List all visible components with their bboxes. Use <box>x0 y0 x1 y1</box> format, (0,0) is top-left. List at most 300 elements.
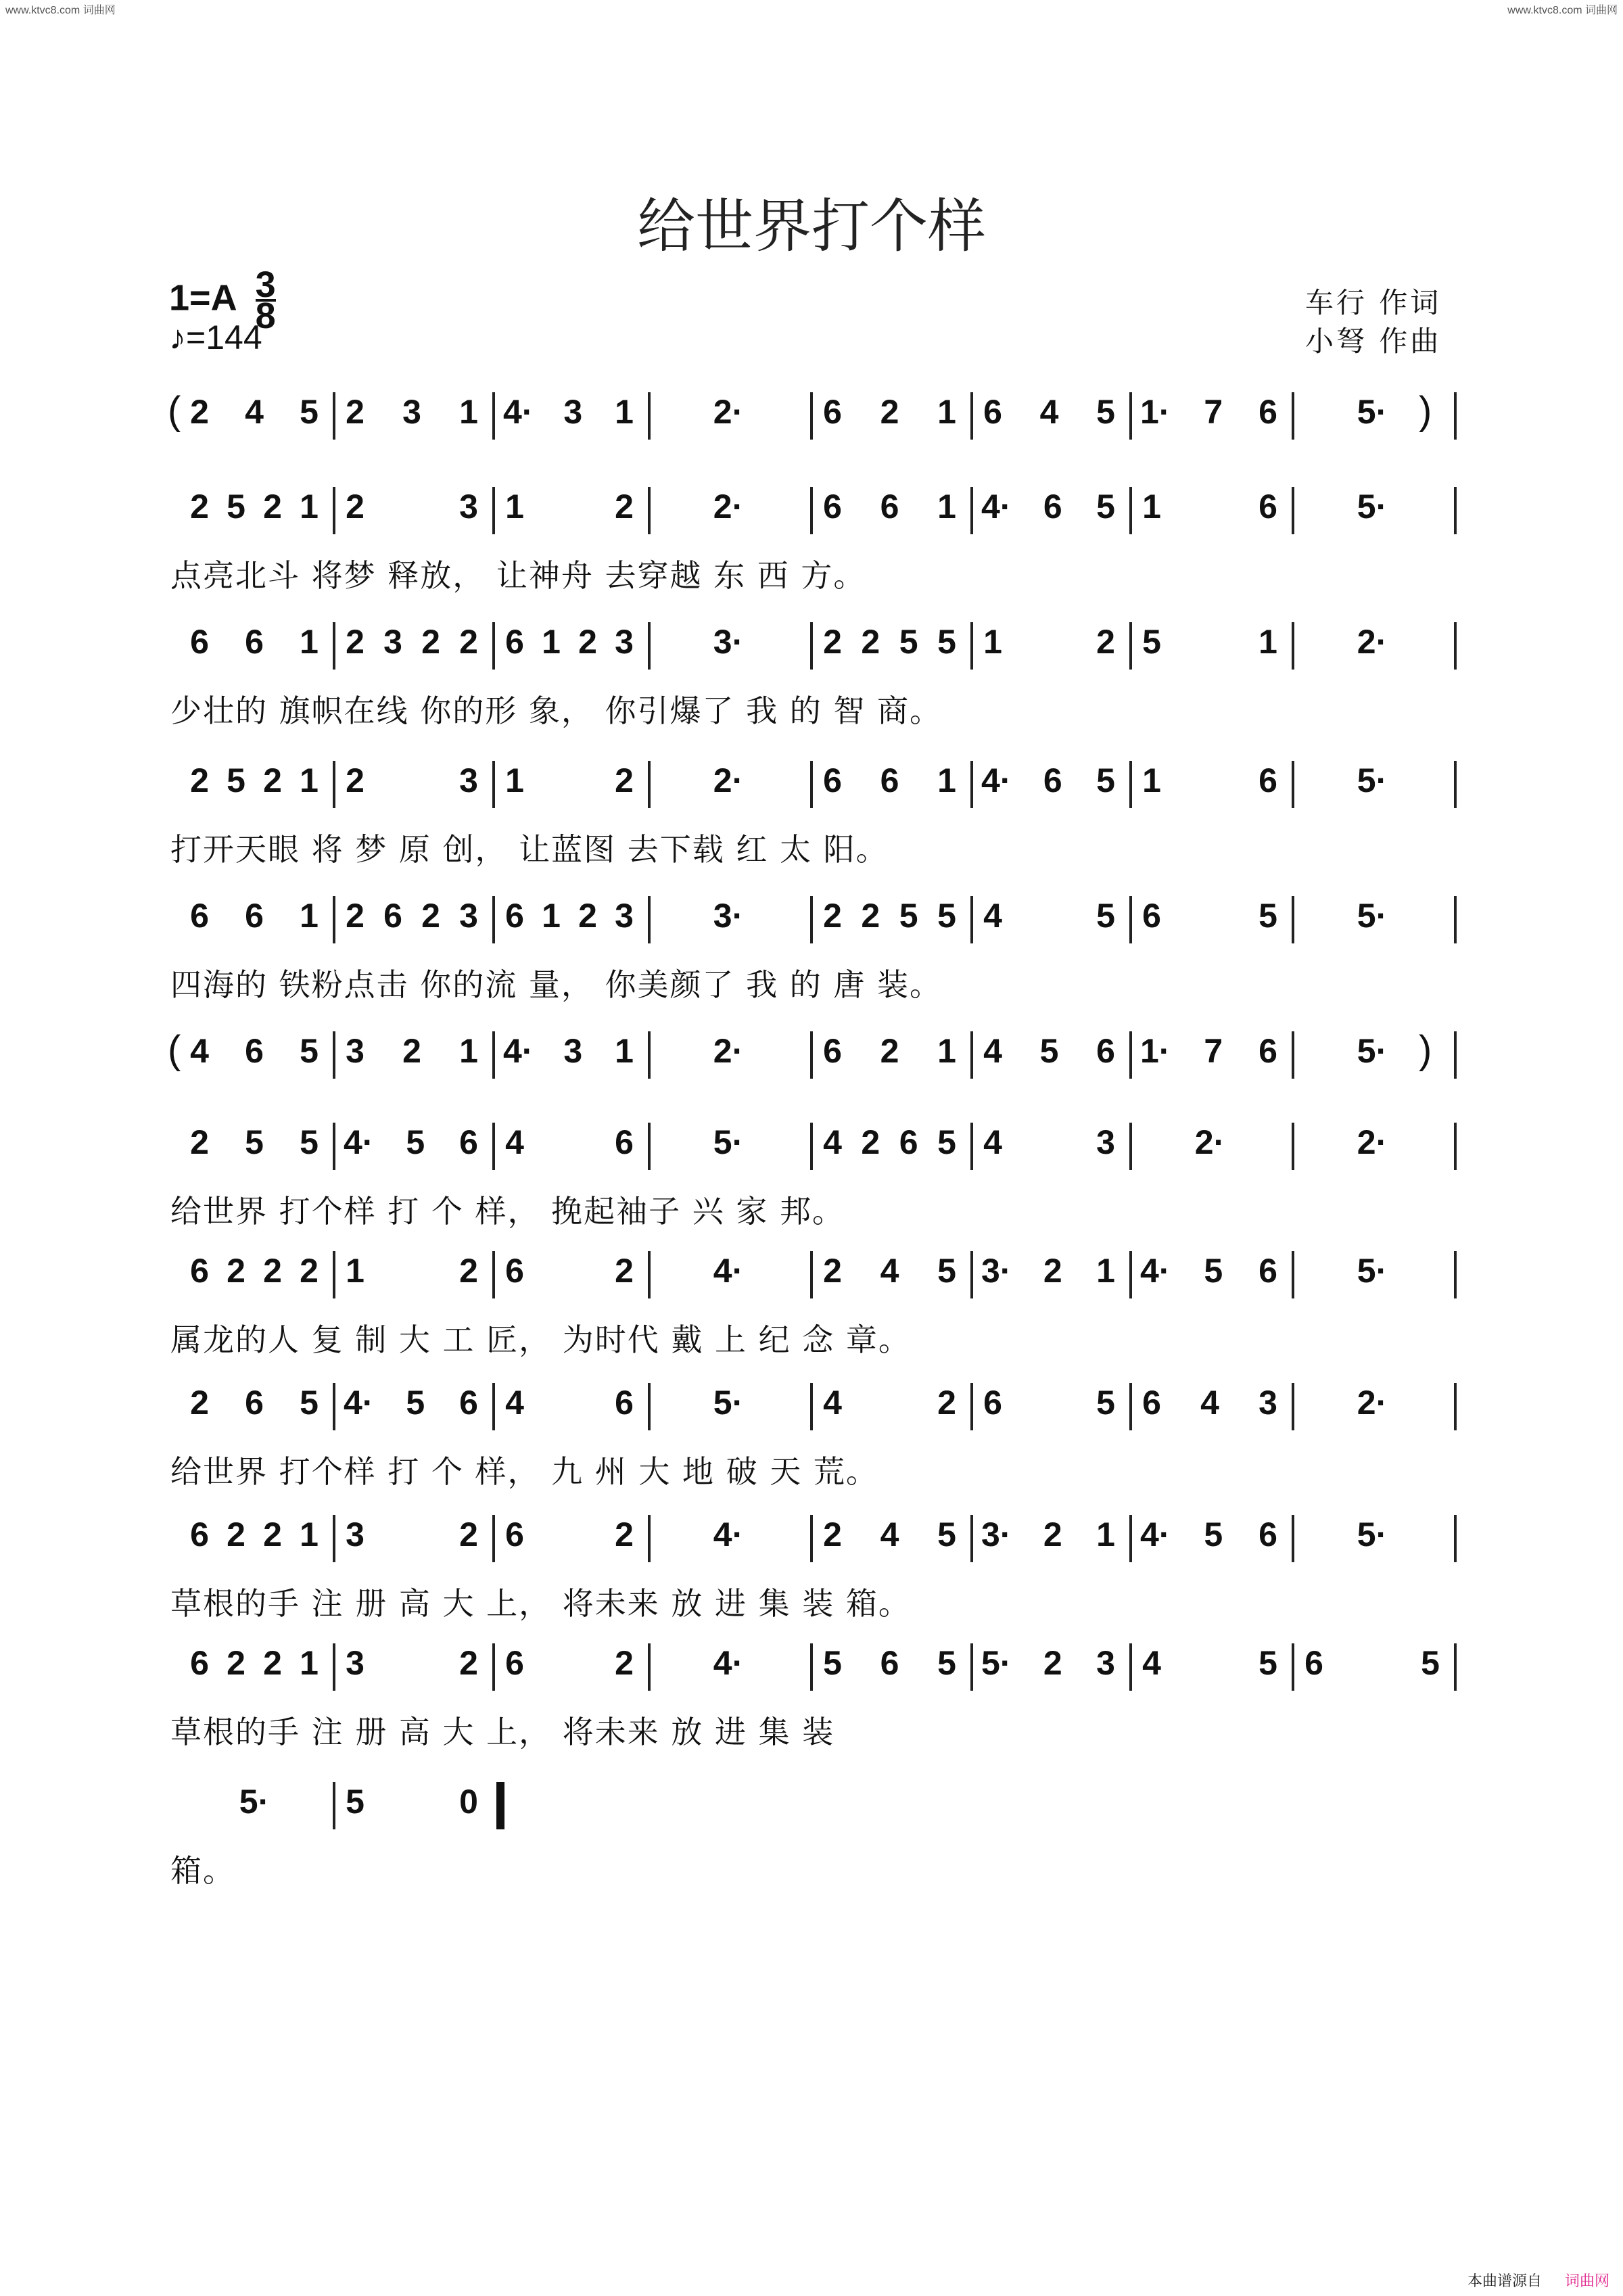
lyrics-line: 点亮北斗 将梦 释放， 让神舟 去穿越 东 西 方。 <box>170 557 866 594</box>
measure <box>821 1031 958 1079</box>
barline <box>810 622 813 670</box>
measure <box>1140 392 1279 440</box>
measure <box>659 1643 798 1691</box>
barline <box>1292 622 1294 670</box>
note: 5· <box>713 1123 744 1161</box>
barline <box>970 1123 973 1170</box>
note: 1 <box>300 897 319 935</box>
barline <box>1129 392 1132 440</box>
note: 6 <box>505 897 524 935</box>
note: 2 <box>190 762 209 799</box>
note: 5 <box>1096 488 1115 525</box>
score-row <box>0 1515 1623 1650</box>
measure <box>981 1123 1117 1170</box>
barline <box>970 761 973 808</box>
measure <box>503 392 636 440</box>
barline <box>1129 896 1132 943</box>
note: 5 <box>1259 897 1277 935</box>
note: 5 <box>1039 1032 1059 1070</box>
note: 6 <box>245 897 264 935</box>
note: 4 <box>1200 1384 1219 1422</box>
barline <box>1292 1383 1294 1430</box>
note: 6 <box>823 488 842 525</box>
barline <box>810 1251 813 1298</box>
score-row <box>0 1782 1623 1917</box>
measure <box>344 1383 480 1430</box>
note: 2 <box>861 897 880 935</box>
measure <box>503 1383 636 1430</box>
lyricist-credit: 车行 作词 <box>1305 286 1442 319</box>
barline <box>333 1123 335 1170</box>
barline <box>648 1515 651 1562</box>
note: 1 <box>937 393 956 431</box>
note: 3 <box>1259 1384 1277 1422</box>
note: 4 <box>983 1032 1002 1070</box>
note: 4 <box>983 897 1002 935</box>
tempo-marking: ♪=144 <box>169 319 262 356</box>
barline <box>1454 761 1457 808</box>
note: 3 <box>563 393 583 431</box>
note: 6 <box>190 1644 209 1682</box>
note: 3 <box>346 1516 364 1553</box>
note: 3 <box>459 762 478 799</box>
note: 5 <box>937 1516 956 1553</box>
note: 5 <box>1096 1384 1115 1422</box>
note: 5 <box>300 1032 319 1070</box>
note: 5 <box>1096 762 1115 799</box>
note: 5· <box>1357 1252 1388 1290</box>
final-barline <box>496 1782 504 1829</box>
note: 4 <box>245 393 264 431</box>
lyrics-line: 给世界 打个样 打 个 样， 九 州 大 地 破 天 荒。 <box>170 1453 878 1490</box>
measure <box>503 761 636 808</box>
note: 4 <box>505 1384 524 1422</box>
note: 6 <box>383 897 402 935</box>
measure <box>1302 487 1442 534</box>
note: 6 <box>823 762 842 799</box>
barline <box>1129 1031 1132 1079</box>
note: 6 <box>899 1123 918 1161</box>
score-row <box>0 622 1623 757</box>
note: 2 <box>937 1384 956 1422</box>
measure <box>981 1515 1117 1562</box>
score-row <box>0 761 1623 896</box>
note: 1 <box>346 1252 364 1290</box>
note: 6 <box>505 623 524 661</box>
note: 6 <box>880 488 899 525</box>
note: 1 <box>542 623 561 661</box>
barline <box>333 1515 335 1562</box>
measure <box>981 487 1117 534</box>
measure <box>1140 487 1279 534</box>
barline <box>1292 1123 1294 1170</box>
barline <box>810 896 813 943</box>
note: 5 <box>823 1644 842 1682</box>
measure <box>503 1123 636 1170</box>
note: 1 <box>505 762 524 799</box>
note: 2· <box>1357 1384 1388 1422</box>
measure <box>344 761 480 808</box>
note: 6 <box>190 1252 209 1290</box>
note: 2 <box>263 762 282 799</box>
note: 2 <box>346 762 364 799</box>
note: 3· <box>713 623 744 661</box>
note: 6 <box>1043 762 1062 799</box>
repeat-paren-open: ( <box>168 389 181 433</box>
note: 6 <box>1304 1644 1323 1682</box>
note: 2 <box>263 1252 282 1290</box>
note: 1 <box>983 623 1002 661</box>
measure <box>344 1643 480 1691</box>
note: 2 <box>263 488 282 525</box>
note: 5 <box>1204 1252 1223 1290</box>
note: 1 <box>300 762 319 799</box>
barline <box>648 622 651 670</box>
barline <box>333 1782 335 1829</box>
measure <box>1302 622 1442 670</box>
note: 5· <box>1357 1032 1388 1070</box>
key-signature: 1=A $\frac{3}{8}$ <box>169 264 276 336</box>
note: 6 <box>190 623 209 661</box>
note: 1 <box>542 897 561 935</box>
note: 7 <box>1204 393 1223 431</box>
note: 6 <box>823 393 842 431</box>
barline <box>970 1383 973 1430</box>
barline <box>492 1123 495 1170</box>
barline <box>333 761 335 808</box>
measure <box>503 1515 636 1562</box>
barline <box>492 1383 495 1430</box>
note: 4 <box>823 1123 842 1161</box>
note: 1 <box>1259 623 1277 661</box>
note: 3 <box>615 897 634 935</box>
barline <box>492 392 495 440</box>
note: 2 <box>421 897 440 935</box>
measure <box>659 392 798 440</box>
barline <box>648 896 651 943</box>
measure <box>1302 1643 1442 1691</box>
note: 2 <box>346 897 364 935</box>
measure <box>1140 622 1279 670</box>
barline <box>1129 1383 1132 1430</box>
note: 1 <box>459 1032 478 1070</box>
note: 2· <box>1194 1123 1225 1161</box>
note: 5 <box>1259 1644 1277 1682</box>
note: 1 <box>300 1644 319 1682</box>
note: 2 <box>578 897 597 935</box>
footer-source: 本曲谱源自 <box>1467 2273 1542 2290</box>
note: 6 <box>1259 488 1277 525</box>
note: 2 <box>823 1516 842 1553</box>
note: 3 <box>346 1644 364 1682</box>
note: 2 <box>615 1644 634 1682</box>
note: 6 <box>983 1384 1002 1422</box>
note: 2 <box>190 1384 209 1422</box>
note: 5· <box>1357 488 1388 525</box>
barline <box>1454 622 1457 670</box>
note: 6 <box>1096 1032 1115 1070</box>
note: 2 <box>346 393 364 431</box>
note: 6 <box>615 1384 634 1422</box>
note: 3 <box>402 393 421 431</box>
lyrics-line: 打开天眼 将 梦 原 创， 让蓝图 去下载 红 太 阳。 <box>170 831 889 868</box>
note: 5 <box>406 1123 425 1161</box>
note: 5 <box>227 488 245 525</box>
barline <box>492 896 495 943</box>
measure <box>344 1251 480 1298</box>
note: 5 <box>1421 1644 1440 1682</box>
note: 3 <box>615 623 634 661</box>
measure <box>659 1031 798 1079</box>
note: 2 <box>615 1516 634 1553</box>
note: 6 <box>1259 393 1277 431</box>
note: 2· <box>713 1032 744 1070</box>
barline <box>1454 1031 1457 1079</box>
measure <box>981 1251 1117 1298</box>
note: 2 <box>578 623 597 661</box>
barline <box>1454 1515 1457 1562</box>
measure <box>188 896 321 943</box>
measure <box>821 1643 958 1691</box>
barline <box>1129 622 1132 670</box>
barline <box>970 1031 973 1079</box>
barline <box>648 1251 651 1298</box>
note: 5· <box>713 1384 744 1422</box>
note: 3· <box>981 1516 1012 1553</box>
note: 4· <box>1140 1252 1171 1290</box>
note: 3 <box>563 1032 583 1070</box>
note: 1 <box>1142 488 1161 525</box>
measure <box>503 1031 636 1079</box>
note: 1 <box>300 488 319 525</box>
note: 4· <box>344 1384 374 1422</box>
note: 2· <box>713 488 744 525</box>
barline <box>970 487 973 534</box>
measure <box>659 1515 798 1562</box>
note: 2 <box>1043 1516 1062 1553</box>
barline <box>810 1383 813 1430</box>
measure <box>503 1643 636 1691</box>
note: 2 <box>1043 1252 1062 1290</box>
note: 2 <box>346 623 364 661</box>
note: 2 <box>459 1644 478 1682</box>
measure <box>981 622 1117 670</box>
barline <box>492 487 495 534</box>
barline <box>970 392 973 440</box>
barline <box>1292 1515 1294 1562</box>
score-row <box>0 1251 1623 1386</box>
measure <box>1302 1251 1442 1298</box>
measure <box>188 1383 321 1430</box>
note: 2 <box>1043 1644 1062 1682</box>
barline <box>333 1251 335 1298</box>
barline <box>648 392 651 440</box>
note: 3 <box>383 623 402 661</box>
note: 3· <box>981 1252 1012 1290</box>
measure <box>659 487 798 534</box>
note: 2 <box>300 1252 319 1290</box>
measure <box>981 392 1117 440</box>
note: 1 <box>505 488 524 525</box>
note: 2 <box>263 1516 282 1553</box>
note: 5 <box>1142 623 1161 661</box>
note: 1 <box>937 1032 956 1070</box>
barline <box>492 1643 495 1691</box>
measure <box>659 1251 798 1298</box>
barline <box>492 622 495 670</box>
note: 2 <box>823 897 842 935</box>
measure <box>1140 1515 1279 1562</box>
note: 1· <box>1140 393 1171 431</box>
note: 1 <box>937 762 956 799</box>
note: 2 <box>190 393 209 431</box>
barline <box>1292 1031 1294 1079</box>
note: 6 <box>459 1384 478 1422</box>
measure <box>659 761 798 808</box>
note: 4 <box>983 1123 1002 1161</box>
note: 6 <box>245 1032 264 1070</box>
note: 5 <box>937 897 956 935</box>
measure <box>188 1782 321 1829</box>
barline <box>1129 1515 1132 1562</box>
barline <box>1292 761 1294 808</box>
measure <box>821 1251 958 1298</box>
measure <box>659 1123 798 1170</box>
note: 6 <box>983 393 1002 431</box>
measure <box>821 487 958 534</box>
note: 2 <box>190 1123 209 1161</box>
note: 4· <box>981 762 1012 799</box>
barline <box>810 1031 813 1079</box>
lyrics-line: 少壮的 旗帜在线 你的形 象， 你引爆了 我 的 智 商。 <box>170 693 942 729</box>
barline <box>1292 1251 1294 1298</box>
measure <box>503 1251 636 1298</box>
note: 2 <box>227 1252 245 1290</box>
note: 1 <box>1096 1252 1115 1290</box>
note: 6 <box>1142 897 1161 935</box>
measure <box>1302 761 1442 808</box>
barline <box>1454 1643 1457 1691</box>
note: 2 <box>880 1032 899 1070</box>
barline <box>648 487 651 534</box>
note: 6 <box>1043 488 1062 525</box>
measure <box>821 1515 958 1562</box>
measure <box>188 1515 321 1562</box>
measure <box>344 622 480 670</box>
measure <box>981 1383 1117 1430</box>
measure <box>981 761 1117 808</box>
barline <box>810 1515 813 1562</box>
lyrics-line: 给世界 打个样 打 个 样， 挽起袖子 兴 家 邦。 <box>170 1193 845 1229</box>
note: 2 <box>823 623 842 661</box>
barline <box>1292 487 1294 534</box>
measure <box>1140 1123 1279 1170</box>
note: 4· <box>503 393 534 431</box>
lyrics-line: 草根的手 注 册 高 大 上， 将未来 放 进 集 装 <box>170 1714 835 1750</box>
note: 2 <box>615 488 634 525</box>
barline <box>970 1643 973 1691</box>
measure <box>188 392 321 440</box>
note: 2 <box>421 623 440 661</box>
barline <box>1454 1251 1457 1298</box>
repeat-paren-close: ) <box>1419 1028 1432 1072</box>
note: 6 <box>1259 762 1277 799</box>
note: 3 <box>459 488 478 525</box>
measure <box>1140 1383 1279 1430</box>
note: 6 <box>615 1123 634 1161</box>
note: 4· <box>713 1644 744 1682</box>
barline <box>970 1251 973 1298</box>
measure <box>1302 896 1442 943</box>
measure <box>981 1643 1117 1691</box>
note: 2 <box>861 1123 880 1161</box>
measure <box>1140 896 1279 943</box>
barline <box>648 1383 651 1430</box>
note: 2 <box>880 393 899 431</box>
measure <box>344 1515 480 1562</box>
note: 3 <box>1096 1123 1115 1161</box>
lyrics-line: 箱。 <box>170 1852 235 1889</box>
score-row <box>0 896 1623 1031</box>
note: 5 <box>1096 393 1115 431</box>
measure <box>659 622 798 670</box>
note: 0 <box>459 1783 478 1821</box>
note: 1 <box>615 1032 634 1070</box>
note: 5 <box>937 623 956 661</box>
note: 6 <box>245 1384 264 1422</box>
note: 4· <box>344 1123 374 1161</box>
note: 5· <box>981 1644 1012 1682</box>
composer-credit: 小弩 作曲 <box>1305 325 1442 358</box>
note: 1 <box>300 623 319 661</box>
note: 2 <box>861 623 880 661</box>
note: 2 <box>263 1644 282 1682</box>
time-signature: $\frac{3}{8}$ <box>255 264 276 336</box>
measure <box>188 487 321 534</box>
barline <box>1454 896 1457 943</box>
note: 4· <box>981 488 1012 525</box>
note: 5· <box>239 1783 270 1821</box>
note: 6 <box>1259 1516 1277 1553</box>
note: 2 <box>823 1252 842 1290</box>
barline <box>1129 761 1132 808</box>
measure <box>1140 761 1279 808</box>
barline <box>1292 1643 1294 1691</box>
measure <box>188 1123 321 1170</box>
repeat-paren-close: ) <box>1419 389 1432 433</box>
note: 2· <box>713 762 744 799</box>
note: 6 <box>505 1516 524 1553</box>
barline <box>648 761 651 808</box>
note: 4 <box>823 1384 842 1422</box>
note: 4· <box>713 1252 744 1290</box>
barline <box>492 761 495 808</box>
note: 5 <box>937 1644 956 1682</box>
note: 4 <box>880 1252 899 1290</box>
score-row <box>0 1643 1623 1779</box>
note: 5 <box>245 1123 264 1161</box>
measure <box>821 622 958 670</box>
measure <box>821 896 958 943</box>
note: 2 <box>615 1252 634 1290</box>
note: 3· <box>713 897 744 935</box>
lyrics-line: 四海的 铁粉点击 你的流 量， 你美颜了 我 的 唐 装。 <box>170 966 942 1003</box>
measure <box>344 1123 480 1170</box>
note: 2· <box>1357 623 1388 661</box>
barline <box>648 1031 651 1079</box>
barline <box>333 1031 335 1079</box>
measure <box>1302 1515 1442 1562</box>
